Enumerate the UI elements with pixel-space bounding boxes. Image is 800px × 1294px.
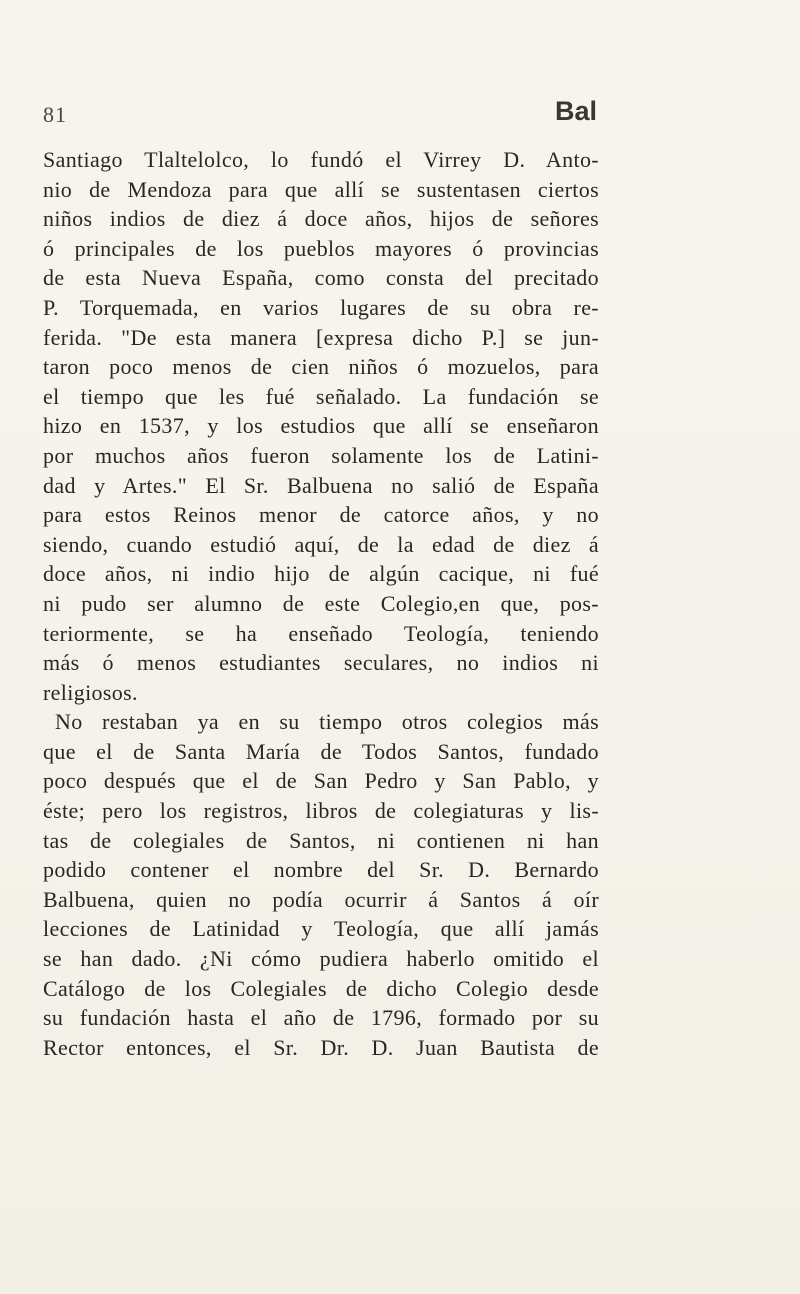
text-line: niños indios de diez á doce años, hijos de señores <box>43 206 599 232</box>
text-line: Santiago Tlaltelolco, lo fundó el Virrey D. Anto- <box>43 147 599 172</box>
text-line: por muchos años fueron solamente los de Latini- <box>43 442 599 468</box>
text-line: se han dado. ¿Ni cómo pudiera haberlo omitido el <box>43 946 599 972</box>
text-line: No restaban ya en su tiempo otros colegios más <box>55 709 599 735</box>
text-line: religiosos. <box>43 679 138 705</box>
text-line: para estos Reinos menor de catorce años, y no <box>43 502 599 528</box>
text-line: más ó menos estudiantes seculares, no indios ni <box>43 650 599 676</box>
text-line: tas de colegiales de Santos, ni contienen ni han <box>43 827 599 853</box>
text-line: podido contener el nombre del Sr. D. Bernardo <box>43 857 599 883</box>
text-line: taron poco menos de cien niños ó mozuelos, para <box>43 354 599 380</box>
body-text <box>43 145 599 1062</box>
text-line: de esta Nueva España, como consta del precitado <box>43 265 599 291</box>
text-line: P. Torquemada, en varios lugares de su obra re- <box>43 294 599 320</box>
text-line: que el de Santa María de Todos Santos, fundado <box>43 738 599 764</box>
text-line: Rector entonces, el Sr. Dr. D. Juan Bautista de <box>43 1034 599 1060</box>
text-line: el tiempo que les fué señalado. La fundación se <box>43 383 599 409</box>
text-line: poco después que el de San Pedro y San Pablo, y <box>43 768 599 794</box>
text-line: su fundación hasta el año de 1796, formado por su <box>43 1005 599 1031</box>
text-line: hizo en 1537, y los estudios que allí se enseñaron <box>43 413 599 439</box>
text-line: nio de Mendoza para que allí se sustentasen ciertos <box>43 176 599 202</box>
page-number: 81 <box>43 102 67 127</box>
text-line: ni pudo ser alumno de este Colegio,en que, pos- <box>43 590 599 616</box>
running-head: Bal <box>554 96 597 126</box>
text-line: Balbuena, quien no podía ocurrir á Santos á oír <box>43 886 599 912</box>
page-header <box>43 96 597 136</box>
text-line: lecciones de Latinidad y Teología, que allí jamás <box>43 916 599 942</box>
text-line: ó principales de los pueblos mayores ó provincias <box>43 235 599 261</box>
text-line: dad y Artes." El Sr. Balbuena no salió de España <box>43 472 599 498</box>
text-line: Catálogo de los Colegiales de dicho Colegio desde <box>43 975 599 1001</box>
text-line: doce años, ni indio hijo de algún cacique, ni fué <box>43 561 599 587</box>
text-line: teriormente, se ha enseñado Teología, teniendo <box>43 620 599 646</box>
text-line: éste; pero los registros, libros de colegiaturas y lis- <box>43 798 599 824</box>
text-line: siendo, cuando estudió aquí, de la edad de diez á <box>43 531 599 557</box>
text-line: ferida. "De esta manera [expresa dicho P.] se jun- <box>43 324 599 350</box>
